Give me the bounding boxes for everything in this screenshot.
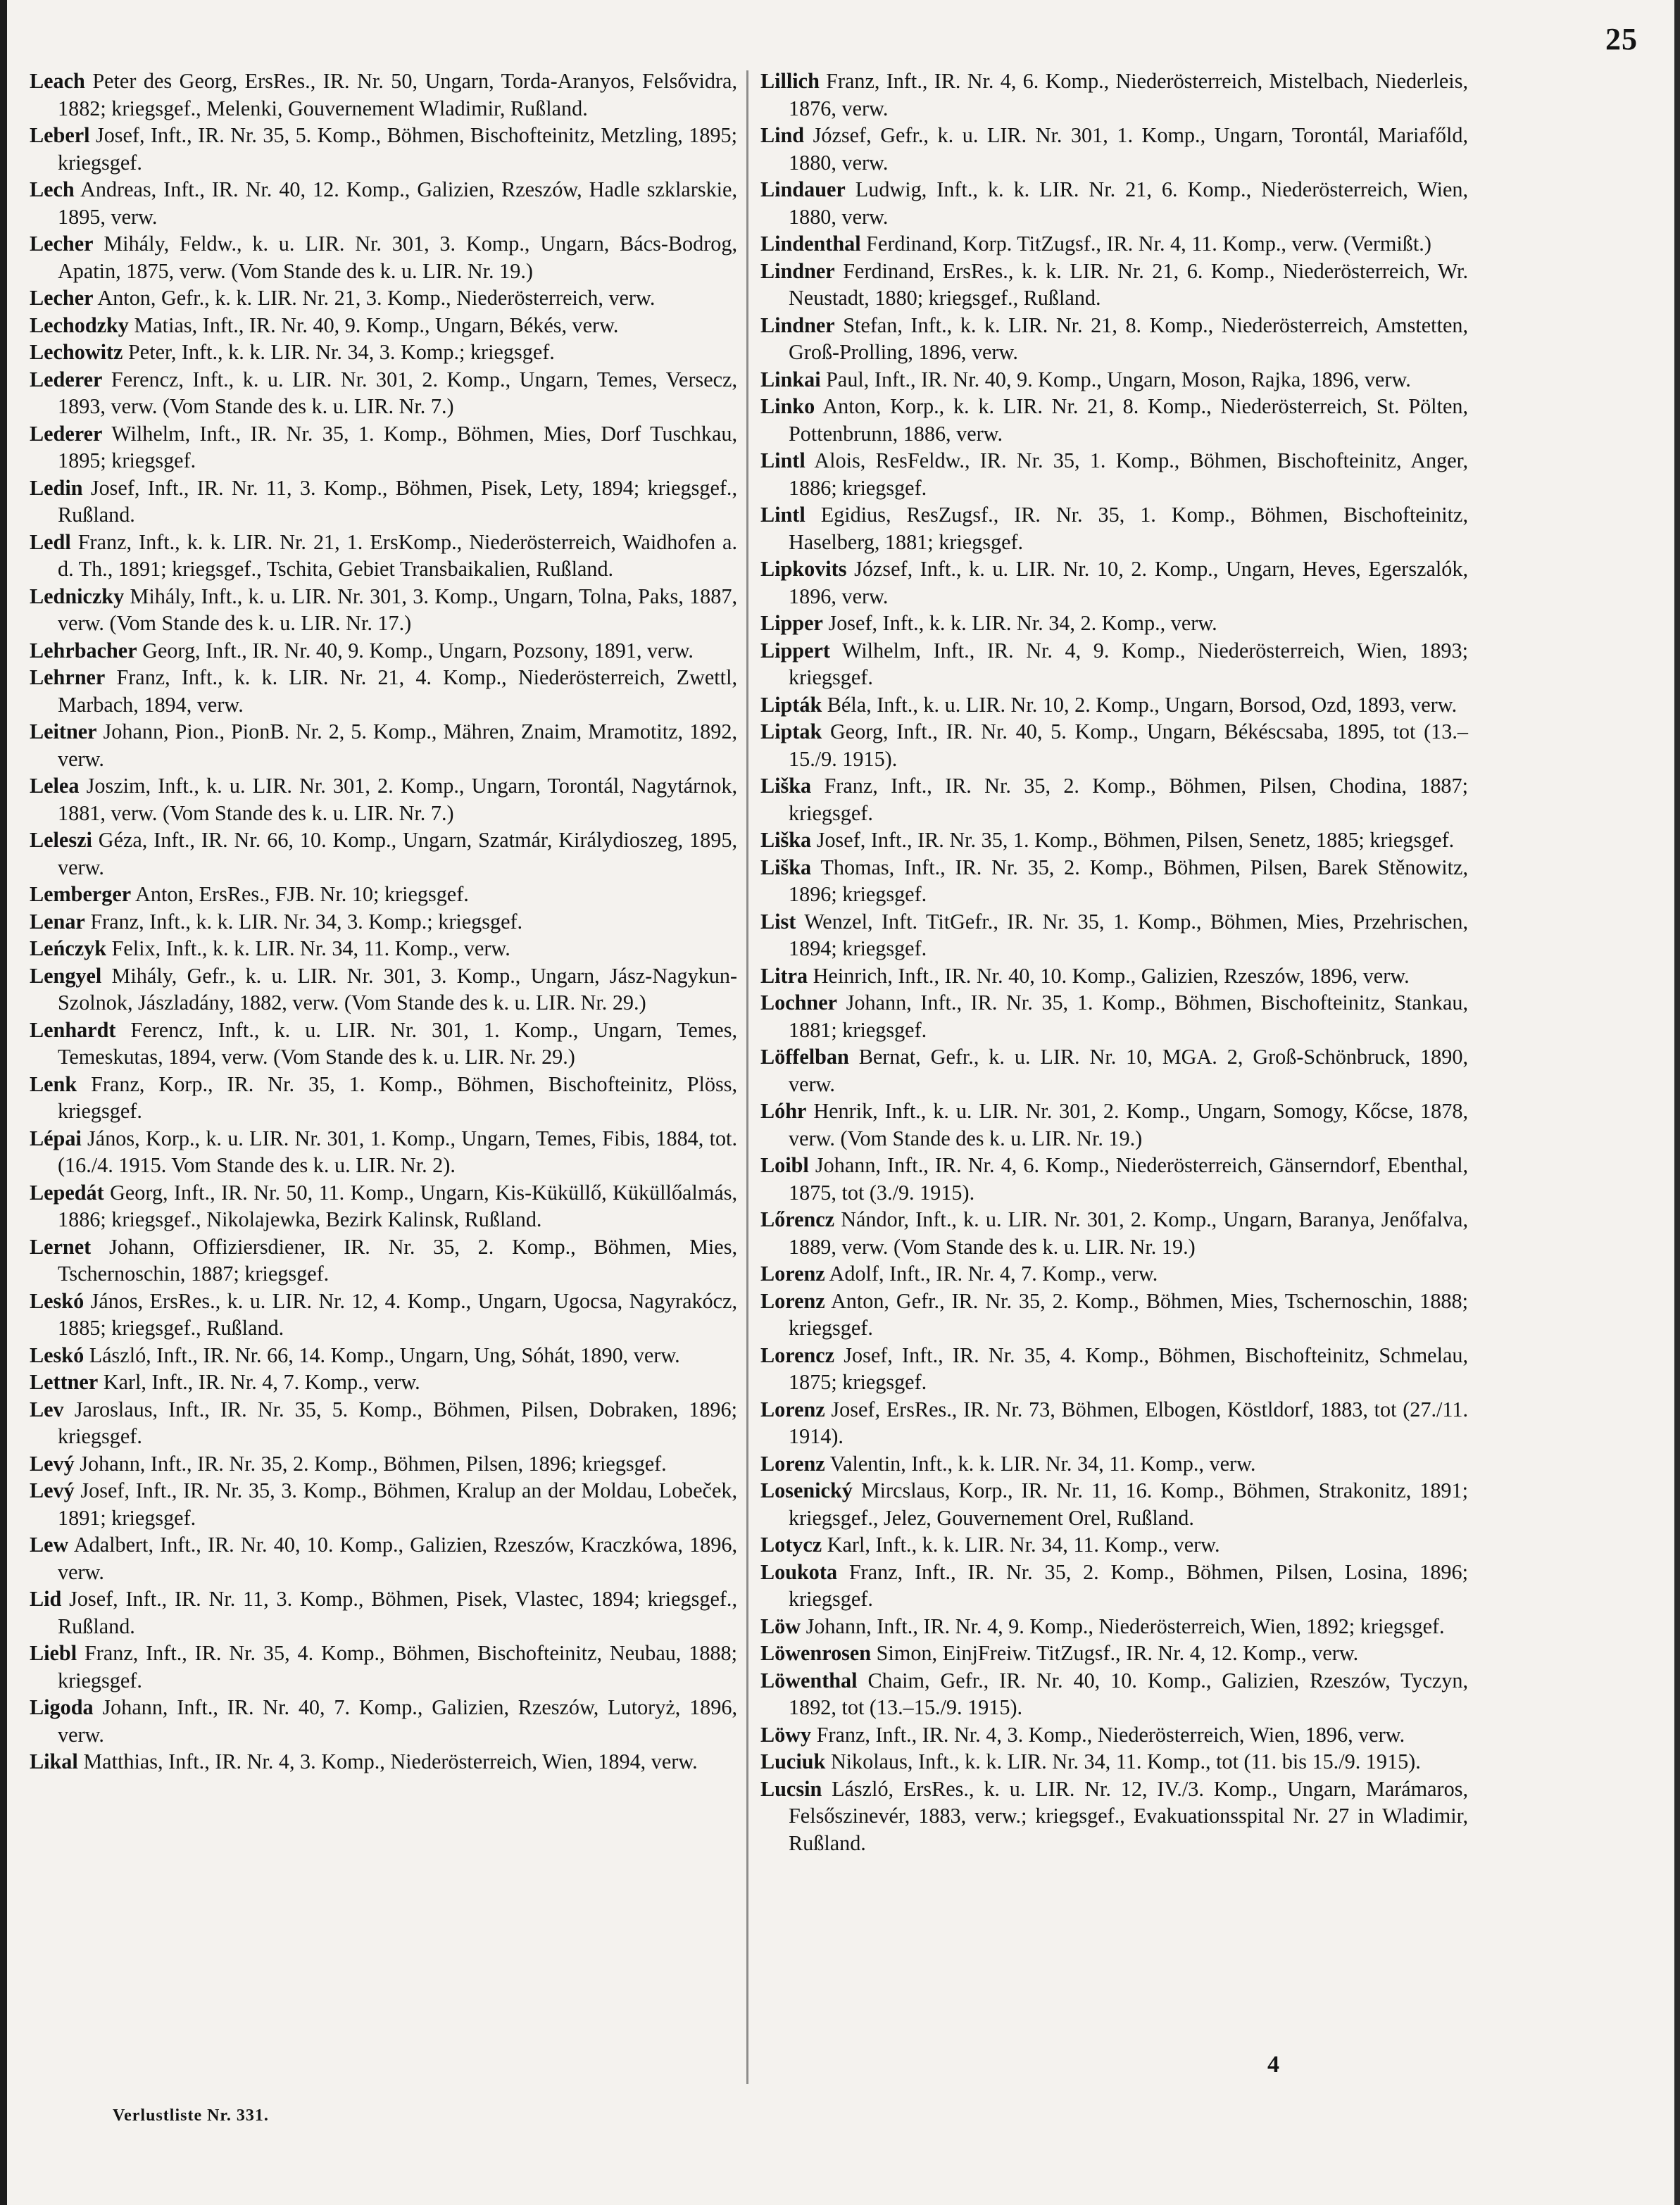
entry-details: János, ErsRes., k. u. LIR. Nr. 12, 4. Komp., Ungarn, Ugocsa, Nagyrakócz, 1885; kriegsgef., Rußland.: [58, 1288, 737, 1340]
entry-details: Josef, Inft., IR. Nr. 35, 4. Komp., Böhmen, Bischofteinitz, Schmelau, 1875; kriegsgef.: [789, 1343, 1468, 1394]
entry-surname: Lemberger: [30, 882, 132, 906]
entry-surname: Lintl: [760, 503, 805, 527]
entry-details: Ferdinand, Korp. TitZugsf., IR. Nr. 4, 11. Komp., verw. (Vermißt.): [860, 232, 1431, 256]
entry-surname: Lederer: [30, 421, 103, 446]
entry-details: Karl, Inft., k. k. LIR. Nr. 34, 11. Komp., verw.: [822, 1533, 1220, 1557]
list-entry: [30, 475, 737, 529]
list-entry: [30, 718, 737, 772]
scan-edge-left: [0, 0, 7, 2205]
list-entry: [760, 1450, 1468, 1478]
entry-surname: Lintl: [760, 448, 805, 472]
entry-details: Wilhelm, Inft., IR. Nr. 4, 9. Komp., Niederösterreich, Wien, 1893; kriegsgef.: [789, 638, 1468, 689]
entry-details: Franz, Inft., k. k. LIR. Nr. 21, 1. ErsKomp., Niederösterreich, Waidhofen a. d. Th., 1891; kriegsgef., Tschita, Gebiet Transbaikalien, Rußland.: [58, 529, 737, 581]
entry-surname: Lindenthal: [760, 232, 861, 256]
entry-surname: Lechowitz: [30, 340, 123, 364]
entry-surname: Lecher: [30, 232, 94, 256]
list-entry: [760, 610, 1468, 637]
footer-signature-mark: 4: [1267, 2052, 1279, 2078]
entry-surname: Lotycz: [760, 1533, 822, 1557]
entry-details: Chaim, Gefr., IR. Nr. 40, 10. Komp., Galizien, Rzeszów, Tyczyn, 1892, tot (13.–15./9. 1915).: [789, 1668, 1468, 1719]
entry-details: Josef, Inft., IR. Nr. 35, 3. Komp., Böhmen, Kralup an der Moldau, Lobeček, 1891; kriegsgef.: [58, 1478, 737, 1530]
entry-details: Mircslaus, Korp., IR. Nr. 11, 16. Komp., Böhmen, Strakonitz, 1891; kriegsgef., Jelez, Gouvernement Orel, Rußland.: [789, 1478, 1468, 1530]
entry-surname: Lev: [30, 1397, 64, 1421]
entry-details: Johann, Offiziersdiener, IR. Nr. 35, 2. Komp., Böhmen, Mies, Tschernoschin, 1887; kriegsgef.: [58, 1234, 737, 1286]
list-entry: [760, 176, 1468, 230]
list-entry: [30, 827, 737, 881]
entry-surname: Lind: [760, 123, 805, 147]
list-entry: [30, 1694, 737, 1748]
entry-details: Peter, Inft., k. k. LIR. Nr. 34, 3. Komp.; kriegsgef.: [123, 340, 555, 364]
page-number: 25: [1605, 22, 1638, 56]
list-entry: [760, 1531, 1468, 1559]
list-entry: [30, 420, 737, 475]
list-entry: [30, 1477, 737, 1531]
list-entry: [760, 637, 1468, 691]
entry-details: Paul, Inft., IR. Nr. 40, 9. Komp., Ungarn, Moson, Rajka, 1896, verw.: [820, 367, 1411, 391]
entry-surname: Ligoda: [30, 1695, 94, 1719]
list-entry: [760, 1640, 1468, 1667]
entry-details: Georg, Inft., IR. Nr. 40, 5. Komp., Ungarn, Békéscsaba, 1895, tot (13.–15./9. 1915).: [789, 720, 1468, 771]
entry-details: Henrik, Inft., k. u. LIR. Nr. 301, 2. Komp., Ungarn, Somogy, Kőcse, 1878, verw. (Vom Stande des k. u. LIR. Nr. 19.): [789, 1099, 1468, 1150]
list-entry: [30, 1071, 737, 1125]
list-entry: [760, 1667, 1468, 1721]
entry-surname: Leskó: [30, 1288, 84, 1313]
entry-details: Georg, Inft., IR. Nr. 40, 9. Komp., Ungarn, Pozsony, 1891, verw.: [137, 638, 694, 662]
list-entry: [30, 908, 737, 936]
entry-surname: Lochner: [760, 991, 838, 1014]
entry-details: Franz, Inft., IR. Nr. 4, 3. Komp., Niederösterreich, Wien, 1896, verw.: [811, 1722, 1405, 1747]
entry-surname: Lorenz: [760, 1397, 825, 1421]
entry-details: Mihály, Gefr., k. u. LIR. Nr. 301, 3. Komp., Ungarn, Jász-Nagykun-Szolnok, Jászladány, 1882, verw. (Vom Stande des k. u. LIR. Nr. 29.): [58, 963, 737, 1014]
list-entry: [760, 258, 1468, 312]
entry-details: Andreas, Inft., IR. Nr. 40, 12. Komp., Galizien, Rzeszów, Hadle szklarskie, 1895, verw.: [58, 177, 737, 229]
left-column: [30, 68, 737, 1776]
list-entry: [760, 122, 1468, 176]
entry-surname: Lech: [30, 177, 75, 201]
entry-surname: Lehrbacher: [30, 638, 137, 662]
entry-surname: Lipkovits: [760, 557, 847, 581]
entry-details: Ludwig, Inft., k. k. LIR. Nr. 21, 6. Komp., Niederösterreich, Wien, 1880, verw.: [789, 177, 1468, 229]
entry-surname: Lorenz: [760, 1288, 825, 1313]
entry-details: László, Inft., IR. Nr. 66, 14. Komp., Ungarn, Ung, Sóhát, 1890, verw.: [84, 1343, 680, 1367]
list-entry: [760, 962, 1468, 990]
list-entry: [30, 122, 737, 176]
entry-details: Franz, Inft., IR. Nr. 35, 2. Komp., Böhmen, Pilsen, Losina, 1896; kriegsgef.: [789, 1559, 1468, 1611]
entry-details: Josef, Inft., IR. Nr. 11, 3. Komp., Böhmen, Pisek, Vlastec, 1894; kriegsgef., Rußland.: [58, 1587, 737, 1638]
entry-surname: Löffelban: [760, 1045, 849, 1069]
list-entry: [30, 962, 737, 1017]
entry-details: Ferdinand, ErsRes., k. k. LIR. Nr. 21, 6. Komp., Niederösterreich, Wr. Neustadt, 1880; kriegsgef., Rußland.: [789, 258, 1468, 310]
entry-details: Josef, Inft., IR. Nr. 11, 3. Komp., Böhmen, Pisek, Lety, 1894; kriegsgef., Rußland.: [58, 475, 737, 527]
entry-details: Alois, ResFeldw., IR. Nr. 35, 1. Komp., Böhmen, Bischofteinitz, Anger, 1886; kriegsgef.: [789, 448, 1468, 500]
entry-surname: Lettner: [30, 1370, 99, 1394]
entry-details: Johann, Inft., IR. Nr. 35, 2. Komp., Böhmen, Pilsen, 1896; kriegsgef.: [74, 1451, 667, 1476]
entry-details: Simon, EinjFreiw. TitZugsf., IR. Nr. 4, 12. Komp., verw.: [871, 1641, 1359, 1665]
entry-surname: Liška: [760, 828, 812, 852]
entry-details: Johann, Inft., IR. Nr. 4, 9. Komp., Niederösterreich, Wien, 1892; kriegsgef.: [801, 1614, 1445, 1638]
list-entry: [30, 1450, 737, 1478]
list-entry: [30, 935, 737, 962]
list-entry: [760, 1206, 1468, 1260]
entry-details: Anton, Gefr., IR. Nr. 35, 2. Komp., Böhmen, Mies, Tschernoschin, 1888; kriegsgef.: [789, 1288, 1468, 1340]
list-entry: [760, 772, 1468, 827]
entry-surname: Liebl: [30, 1641, 77, 1665]
entry-surname: Lepedát: [30, 1180, 104, 1205]
entry-details: Johann, Inft., IR. Nr. 4, 6. Komp., Niederösterreich, Gänserndorf, Ebenthal, 1875, tot (3./9. 1915).: [789, 1153, 1468, 1205]
entry-surname: List: [760, 909, 796, 934]
entry-surname: Löwenthal: [760, 1668, 858, 1692]
list-entry: [760, 447, 1468, 501]
entry-details: Adalbert, Inft., IR. Nr. 40, 10. Komp., Galizien, Rzeszów, Kraczkówa, 1896, verw.: [58, 1533, 737, 1584]
list-entry: [30, 1288, 737, 1342]
entry-surname: Lid: [30, 1587, 62, 1611]
entry-details: Josef, Inft., IR. Nr. 35, 1. Komp., Böhmen, Pilsen, Senetz, 1885; kriegsgef.: [811, 828, 1455, 852]
list-entry: [30, 1233, 737, 1288]
entry-surname: Litra: [760, 963, 808, 988]
entry-details: Franz, Inft., k. k. LIR. Nr. 21, 4. Komp., Niederösterreich, Zwettl, Marbach, 1894, verw.: [58, 665, 737, 717]
entry-details: Johann, Inft., IR. Nr. 40, 7. Komp., Galizien, Rzeszów, Lutoryż, 1896, verw.: [58, 1695, 737, 1747]
entry-surname: Liška: [760, 855, 812, 879]
list-entry: [760, 1613, 1468, 1640]
entry-surname: Lucsin: [760, 1776, 822, 1801]
entry-surname: Lorenz: [760, 1451, 825, 1476]
list-entry: [760, 1260, 1468, 1288]
entry-surname: Lenhardt: [30, 1017, 116, 1042]
footer-list-number: Verlustliste Nr. 331.: [113, 2106, 269, 2125]
list-entry: [30, 881, 737, 908]
entry-details: Ferencz, Inft., k. u. LIR. Nr. 301, 1. Komp., Ungarn, Temes, Temeskutas, 1894, verw. (Vom Stande des k. u. LIR. Nr. 29.): [58, 1017, 737, 1069]
entry-surname: Leberl: [30, 123, 90, 147]
entry-surname: Lenar: [30, 909, 85, 934]
entry-surname: Lelea: [30, 774, 80, 798]
scan-edge-right: [1674, 0, 1680, 2205]
entry-surname: Lipper: [760, 611, 823, 635]
list-entry: [30, 68, 737, 122]
list-entry: [30, 1748, 737, 1776]
entry-surname: Lindauer: [760, 177, 846, 201]
list-entry: [760, 1396, 1468, 1450]
right-column: [760, 68, 1468, 1857]
list-entry: [30, 583, 737, 637]
entry-details: Josef, Inft., k. k. LIR. Nr. 34, 2. Komp., verw.: [822, 611, 1217, 635]
entry-details: Adolf, Inft., IR. Nr. 4, 7. Komp., verw.: [825, 1262, 1158, 1286]
entry-details: Nikolaus, Inft., k. k. LIR. Nr. 34, 11. Komp., tot (11. bis 15./9. 1915).: [825, 1749, 1421, 1773]
entry-surname: Lindner: [760, 258, 835, 283]
list-entry: [30, 772, 737, 827]
entry-surname: Linko: [760, 394, 815, 418]
list-entry: [760, 1559, 1468, 1613]
entry-surname: Lipták: [760, 692, 822, 717]
list-entry: [760, 230, 1468, 258]
entry-surname: Lernet: [30, 1234, 92, 1259]
entry-details: Matias, Inft., IR. Nr. 40, 9. Komp., Ungarn, Békés, verw.: [128, 313, 619, 337]
entry-surname: Lehrner: [30, 665, 106, 689]
entry-surname: Lindner: [760, 313, 835, 337]
entry-surname: Lorenz: [760, 1262, 825, 1286]
list-entry: [760, 718, 1468, 772]
entry-surname: Löwenrosen: [760, 1641, 872, 1665]
list-entry: [760, 366, 1468, 394]
entry-surname: Lecher: [30, 286, 94, 310]
entry-surname: Liška: [760, 774, 812, 798]
column-divider: [746, 70, 748, 2084]
list-entry: [30, 230, 737, 284]
entry-details: Valentin, Inft., k. k. LIR. Nr. 34, 11. Komp., verw.: [825, 1451, 1256, 1476]
entry-details: Bernat, Gefr., k. u. LIR. Nr. 10, MGA. 2, Groß-Schönbruck, 1890, verw.: [789, 1045, 1468, 1096]
list-entry: [30, 1531, 737, 1585]
list-entry: [30, 529, 737, 583]
entry-details: Wenzel, Inft. TitGefr., IR. Nr. 35, 1. Komp., Böhmen, Mies, Przehrischen, 1894; kriegsgef.: [789, 909, 1468, 960]
entry-details: Béla, Inft., k. u. LIR. Nr. 10, 2. Komp., Ungarn, Borsod, Ozd, 1893, verw.: [822, 692, 1458, 717]
list-entry: [760, 908, 1468, 962]
entry-details: József, Inft., k. u. LIR. Nr. 10, 2. Komp., Ungarn, Heves, Egerszalók, 1896, verw.: [789, 557, 1468, 608]
entry-surname: Liptak: [760, 720, 822, 743]
entry-surname: Lóhr: [760, 1099, 807, 1123]
entry-surname: Lillich: [760, 69, 820, 93]
entry-surname: Löwy: [760, 1722, 812, 1747]
list-entry: [30, 1369, 737, 1396]
list-entry: [760, 1776, 1468, 1857]
list-entry: [760, 989, 1468, 1043]
entry-surname: Lew: [30, 1533, 69, 1557]
entry-details: Peter des Georg, ErsRes., IR. Nr. 50, Ungarn, Torda-Aranyos, Felsővidra, 1882; kriegsgef., Melenki, Gouvernement Wladimir, Rußland.: [58, 69, 737, 120]
list-entry: [760, 1043, 1468, 1098]
entry-surname: Lederer: [30, 367, 103, 391]
list-entry: [760, 501, 1468, 555]
list-entry: [760, 1288, 1468, 1342]
list-entry: [30, 284, 737, 312]
list-entry: [30, 1017, 737, 1071]
entry-surname: Lépai: [30, 1126, 82, 1150]
list-entry: [760, 1721, 1468, 1749]
entry-details: József, Gefr., k. u. LIR. Nr. 301, 1. Komp., Ungarn, Torontál, Mariafőld, 1880, verw.: [789, 123, 1468, 175]
entry-details: Ferencz, Inft., k. u. LIR. Nr. 301, 2. Komp., Ungarn, Temes, Versecz, 1893, verw. (Vom Stande des k. u. LIR. Nr. 7.): [58, 367, 737, 418]
entry-details: Anton, Gefr., k. k. LIR. Nr. 21, 3. Komp., Niederösterreich, verw.: [93, 286, 656, 310]
list-entry: [760, 68, 1468, 122]
entry-details: Franz, Inft., IR. Nr. 4, 6. Komp., Niederösterreich, Mistelbach, Niederleis, 1876, verw.: [789, 69, 1468, 120]
entry-details: Stefan, Inft., k. k. LIR. Nr. 21, 8. Komp., Niederösterreich, Amstetten, Groß-Prolling, 1896, verw.: [789, 313, 1468, 364]
list-entry: [30, 176, 737, 230]
entry-surname: Leskó: [30, 1343, 84, 1367]
list-entry: [30, 1640, 737, 1694]
list-entry: [760, 1477, 1468, 1531]
list-entry: [760, 1342, 1468, 1396]
list-entry: [760, 312, 1468, 366]
entry-surname: Loukota: [760, 1559, 838, 1584]
list-entry: [760, 1152, 1468, 1206]
entry-details: Mihály, Inft., k. u. LIR. Nr. 301, 3. Komp., Ungarn, Tolna, Paks, 1887, verw. (Vom Stande des k. u. LIR. Nr. 17.): [58, 584, 737, 635]
list-entry: [30, 312, 737, 339]
list-entry: [30, 339, 737, 366]
entry-details: Anton, ErsRes., FJB. Nr. 10; kriegsgef.: [131, 882, 469, 906]
entry-surname: Likal: [30, 1749, 78, 1773]
entry-details: Géza, Inft., IR. Nr. 66, 10. Komp., Ungarn, Szatmár, Királydioszeg, 1895, verw.: [58, 828, 737, 879]
list-entry: [760, 393, 1468, 447]
entry-details: Josef, ErsRes., IR. Nr. 73, Böhmen, Elbogen, Köstldorf, 1883, tot (27./11. 1914).: [789, 1397, 1468, 1448]
list-entry: [760, 691, 1468, 719]
list-entry: [760, 1098, 1468, 1152]
entry-surname: Linkai: [760, 367, 821, 391]
entry-details: Franz, Inft., IR. Nr. 35, 4. Komp., Böhmen, Bischofteinitz, Neubau, 1888; kriegsgef.: [58, 1641, 737, 1692]
list-entry: [30, 1179, 737, 1233]
list-entry: [760, 854, 1468, 908]
entry-surname: Ledniczky: [30, 584, 125, 608]
entry-details: Nándor, Inft., k. u. LIR. Nr. 301, 2. Komp., Ungarn, Baranya, Jenőfalva, 1889, verw. (Vom Stande des k. u. LIR. Nr. 19.): [789, 1207, 1468, 1259]
entry-surname: Lorencz: [760, 1343, 835, 1367]
entry-surname: Ledin: [30, 475, 83, 500]
entry-details: Anton, Korp., k. k. LIR. Nr. 21, 8. Komp., Niederösterreich, St. Pölten, Pottenbrunn, 1886, verw.: [789, 394, 1468, 446]
entry-details: Matthias, Inft., IR. Nr. 4, 3. Komp., Niederösterreich, Wien, 1894, verw.: [77, 1749, 698, 1773]
list-entry: [760, 1748, 1468, 1776]
list-entry: [30, 1585, 737, 1640]
entry-details: Mihály, Feldw., k. u. LIR. Nr. 301, 3. Komp., Ungarn, Bács-Bodrog, Apatin, 1875, verw. (Vom Stande des k. u. LIR. Nr. 19.): [58, 232, 737, 283]
entry-surname: Loibl: [760, 1153, 809, 1177]
entry-surname: Levý: [30, 1451, 75, 1476]
entry-surname: Leach: [30, 69, 85, 93]
list-entry: [30, 366, 737, 420]
entry-surname: Lengyel: [30, 963, 102, 988]
entry-surname: Luciuk: [760, 1749, 826, 1773]
list-entry: [760, 827, 1468, 854]
entry-details: Johann, Inft., IR. Nr. 35, 1. Komp., Böhmen, Bischofteinitz, Stankau, 1881; kriegsgef.: [789, 991, 1468, 1042]
entry-details: Egidius, ResZugsf., IR. Nr. 35, 1. Komp., Böhmen, Bischofteinitz, Haselberg, 1881; kriegsgef.: [789, 503, 1468, 554]
entry-surname: Leleszi: [30, 828, 92, 852]
list-entry: [30, 637, 737, 665]
entry-details: Johann, Pion., PionB. Nr. 2, 5. Komp., Mähren, Znaim, Mramotitz, 1892, verw.: [58, 720, 737, 771]
entry-surname: Ledl: [30, 529, 71, 554]
entry-details: Franz, Korp., IR. Nr. 35, 1. Komp., Böhmen, Bischofteinitz, Plöss, kriegsgef.: [58, 1072, 737, 1123]
list-entry: [30, 1125, 737, 1179]
entry-surname: Lenk: [30, 1072, 77, 1096]
entry-surname: Lippert: [760, 638, 830, 662]
list-entry: [30, 664, 737, 718]
entry-surname: Löw: [760, 1614, 801, 1638]
entry-surname: Levý: [30, 1478, 75, 1502]
entry-surname: Leńczyk: [30, 936, 107, 960]
entry-details: Joszim, Inft., k. u. LIR. Nr. 301, 2. Komp., Ungarn, Torontál, Nagytárnok, 1881, verw. (Vom Stande des k. u. LIR. Nr. 7.): [58, 774, 737, 825]
entry-details: Franz, Inft., k. k. LIR. Nr. 34, 3. Komp.; kriegsgef.: [84, 909, 523, 934]
entry-details: László, ErsRes., k. u. LIR. Nr. 12, IV./3. Komp., Ungarn, Marámaros, Felsőszinevér, 1883, verw.; kriegsgef., Evakuationsspital Nr. 27 in Wladimir, Rußland.: [789, 1776, 1468, 1855]
list-entry: [760, 555, 1468, 610]
entry-details: Georg, Inft., IR. Nr. 50, 11. Komp., Ungarn, Kis-Küküllő, Küküllőalmás, 1886; kriegsgef., Nikolajewka, Bezirk Kalinsk, Rußland.: [58, 1180, 737, 1231]
entry-details: Josef, Inft., IR. Nr. 35, 5. Komp., Böhmen, Bischofteinitz, Metzling, 1895; kriegsgef.: [58, 123, 737, 175]
entry-details: Thomas, Inft., IR. Nr. 35, 2. Komp., Böhmen, Pilsen, Barek Stěnowitz, 1896; kriegsgef.: [789, 855, 1468, 906]
list-entry: [30, 1342, 737, 1369]
entry-details: Jaroslaus, Inft., IR. Nr. 35, 5. Komp., Böhmen, Pilsen, Dobraken, 1896; kriegsgef.: [58, 1397, 737, 1448]
entry-surname: Losenický: [760, 1478, 853, 1502]
entry-details: Franz, Inft., IR. Nr. 35, 2. Komp., Böhmen, Pilsen, Chodina, 1887; kriegsgef.: [789, 774, 1468, 825]
entry-surname: Leitner: [30, 720, 97, 743]
entry-surname: Lechodzky: [30, 313, 129, 337]
entry-details: Wilhelm, Inft., IR. Nr. 35, 1. Komp., Böhmen, Mies, Dorf Tuschkau, 1895; kriegsgef.: [58, 421, 737, 472]
list-entry: [30, 1396, 737, 1450]
entry-details: Felix, Inft., k. k. LIR. Nr. 34, 11. Komp., verw.: [106, 936, 510, 960]
entry-details: Heinrich, Inft., IR. Nr. 40, 10. Komp., Galizien, Rzeszów, 1896, verw.: [808, 963, 1410, 988]
entry-details: Karl, Inft., IR. Nr. 4, 7. Komp., verw.: [98, 1370, 420, 1394]
entry-details: János, Korp., k. u. LIR. Nr. 301, 1. Komp., Ungarn, Temes, Fibis, 1884, tot. (16./4. 1915. Vom Stande des k. u. LIR. Nr. 2).: [58, 1126, 737, 1177]
entry-surname: Lőrencz: [760, 1207, 835, 1231]
